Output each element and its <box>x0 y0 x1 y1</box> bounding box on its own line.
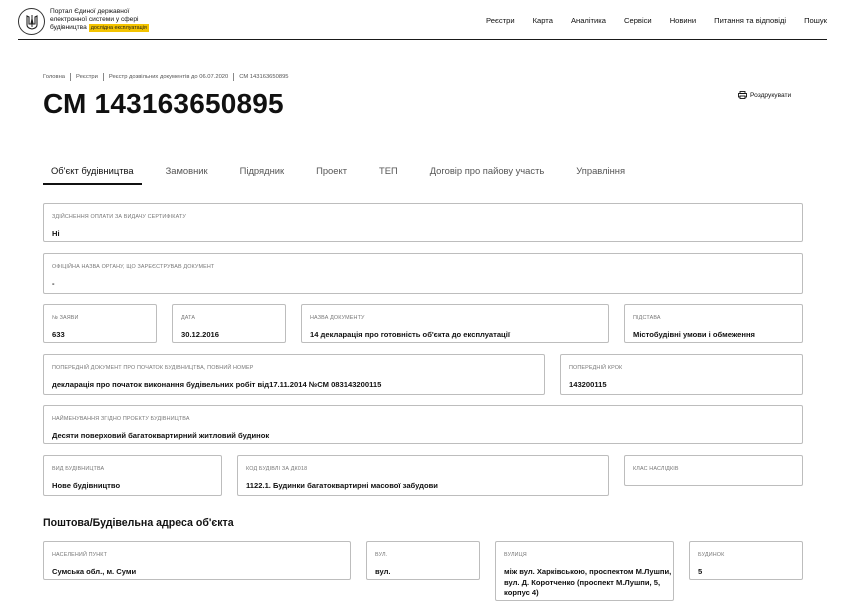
tab-customer[interactable]: Замовник <box>165 165 208 176</box>
field-value: 14 декларація про готовність об'єкта до експлуатації <box>310 330 510 339</box>
tab-construction-object[interactable]: Об'єкт будівництва <box>43 164 142 185</box>
building-code-field <box>237 455 609 496</box>
basis-field <box>624 304 803 343</box>
print-label: Роздрукувати <box>750 91 792 99</box>
construction-kind-field <box>43 455 222 496</box>
brand-line-2: електронної системи у сфері <box>50 16 139 24</box>
breadcrumb-registries[interactable]: Реєстри <box>76 74 98 80</box>
field-label: ОФІЦІЙНА НАЗВА ОРГАНУ, ЩО ЗАРЕЄСТРУВАВ ДОКУМЕНТ <box>52 264 215 270</box>
nav-search[interactable]: Пошук <box>804 16 827 25</box>
field-label: ЗДІЙСНЕННЯ ОПЛАТИ ЗА ВИДАЧУ СЕРТИФІКАТУ <box>52 214 186 220</box>
consequence-class-field <box>624 455 803 486</box>
field-value: 1122.1. Будинки багатоквартирні масової забудови <box>246 481 438 490</box>
document-name-field <box>301 304 609 343</box>
field-value: - <box>52 279 55 288</box>
field-label: ПОПЕРЕДНІЙ КРОК <box>569 365 623 371</box>
street-field <box>495 541 674 601</box>
brand-line-1: Портал Єдиної державної <box>50 8 130 15</box>
trial-operation-badge: дослідна експлуатація <box>90 25 147 32</box>
breadcrumb-separator <box>70 73 71 81</box>
nav-services[interactable]: Сервіси <box>623 16 652 25</box>
date-field <box>172 304 286 343</box>
breadcrumb-current: СМ 143163650895 <box>239 74 289 80</box>
tab-management[interactable]: Управління <box>576 165 626 176</box>
field-value: вул. <box>375 567 391 576</box>
field-value: 5 <box>698 567 703 576</box>
tab-tep[interactable]: ТЕП <box>379 165 398 176</box>
settlement-field <box>43 541 351 580</box>
project-name-field <box>43 405 803 444</box>
tab-share-contract[interactable]: Договір про пайову участь <box>429 165 545 176</box>
portal-brand[interactable] <box>50 8 149 33</box>
previous-document-field <box>43 354 545 395</box>
field-label: НАЙМЕНУВАННЯ ЗГІДНО ПРОЕКТУ БУДІВНИЦТВА <box>52 416 190 422</box>
field-label: № ЗАЯВИ <box>52 315 79 321</box>
field-label: ВИД БУДІВНИЦТВА <box>52 466 105 472</box>
field-value: Містобудівні умови і обмеження <box>633 330 755 339</box>
field-value: Сумська обл., м. Суми <box>52 567 137 576</box>
print-button[interactable] <box>738 91 791 99</box>
nav-news[interactable]: Новини <box>669 16 697 25</box>
tab-contractor[interactable]: Підрядник <box>239 165 285 176</box>
trident-logo-icon[interactable] <box>18 8 45 35</box>
field-label: БУДИНОК <box>698 552 725 558</box>
field-value: Ні <box>52 229 60 238</box>
nav-map[interactable]: Карта <box>532 16 553 25</box>
field-label: НАСЕЛЕНИЙ ПУНКТ <box>52 552 108 558</box>
site-header <box>18 0 827 40</box>
printer-icon <box>738 91 747 99</box>
breadcrumb-separator <box>233 73 234 81</box>
field-label: КЛАС НАСЛІДКІВ <box>633 466 679 472</box>
field-label: ДАТА <box>181 315 196 321</box>
previous-step-field <box>560 354 803 395</box>
field-label: ВУЛ. <box>375 552 388 558</box>
breadcrumb <box>43 73 289 81</box>
street-type-field <box>366 541 480 580</box>
field-value: Десяти поверховий багатоквартирний житловий будинок <box>52 431 270 440</box>
brand-line-3: будівництва <box>50 24 87 32</box>
nav-faq[interactable]: Питання та відповіді <box>714 16 787 25</box>
application-number-field <box>43 304 157 343</box>
breadcrumb-permits-registry[interactable]: Реєстр дозвільних документів до 06.07.2020 <box>108 74 229 80</box>
field-value: 143200115 <box>569 380 607 389</box>
field-label: ПОПЕРЕДНІЙ ДОКУМЕНТ ПРО ПОЧАТОК БУДІВНИЦТВА, ПОВНИЙ НОМЕР <box>52 365 254 371</box>
payment-field <box>43 203 803 242</box>
building-number-field <box>689 541 803 580</box>
field-value: Нове будівництво <box>52 481 121 490</box>
field-value: декларація про початок виконання будівельних робіт від17.11.2014 №СМ 083143200115 <box>52 380 382 389</box>
tab-project[interactable]: Проект <box>316 165 347 176</box>
field-label: НАЗВА ДОКУМЕНТУ <box>310 315 365 321</box>
main-nav <box>468 16 827 25</box>
address-section-title: Поштова/Будівельна адреса об'єкта <box>43 517 234 529</box>
nav-analytics[interactable]: Аналітика <box>570 16 606 25</box>
field-value: 30.12.2016 <box>181 330 220 339</box>
field-label: КОД БУДІВЛІ ЗА ДК018 <box>246 466 308 472</box>
breadcrumb-separator <box>103 73 104 81</box>
page-title: СМ 143163650895 <box>43 88 284 119</box>
nav-registries[interactable]: Реєстри <box>486 16 515 25</box>
field-label: ВУЛИЦЯ <box>504 552 527 558</box>
field-value: між вул. Харківською, проспектом М.Лушпи, вул. Д. Коротченко (проспект М.Лушпи, 5, корпус 4) <box>504 567 672 597</box>
breadcrumb-home[interactable]: Головна <box>43 74 66 80</box>
authority-field <box>43 253 803 294</box>
field-value: 633 <box>52 330 65 339</box>
field-label: ПІДСТАВА <box>633 315 661 321</box>
tab-bar <box>43 164 649 185</box>
